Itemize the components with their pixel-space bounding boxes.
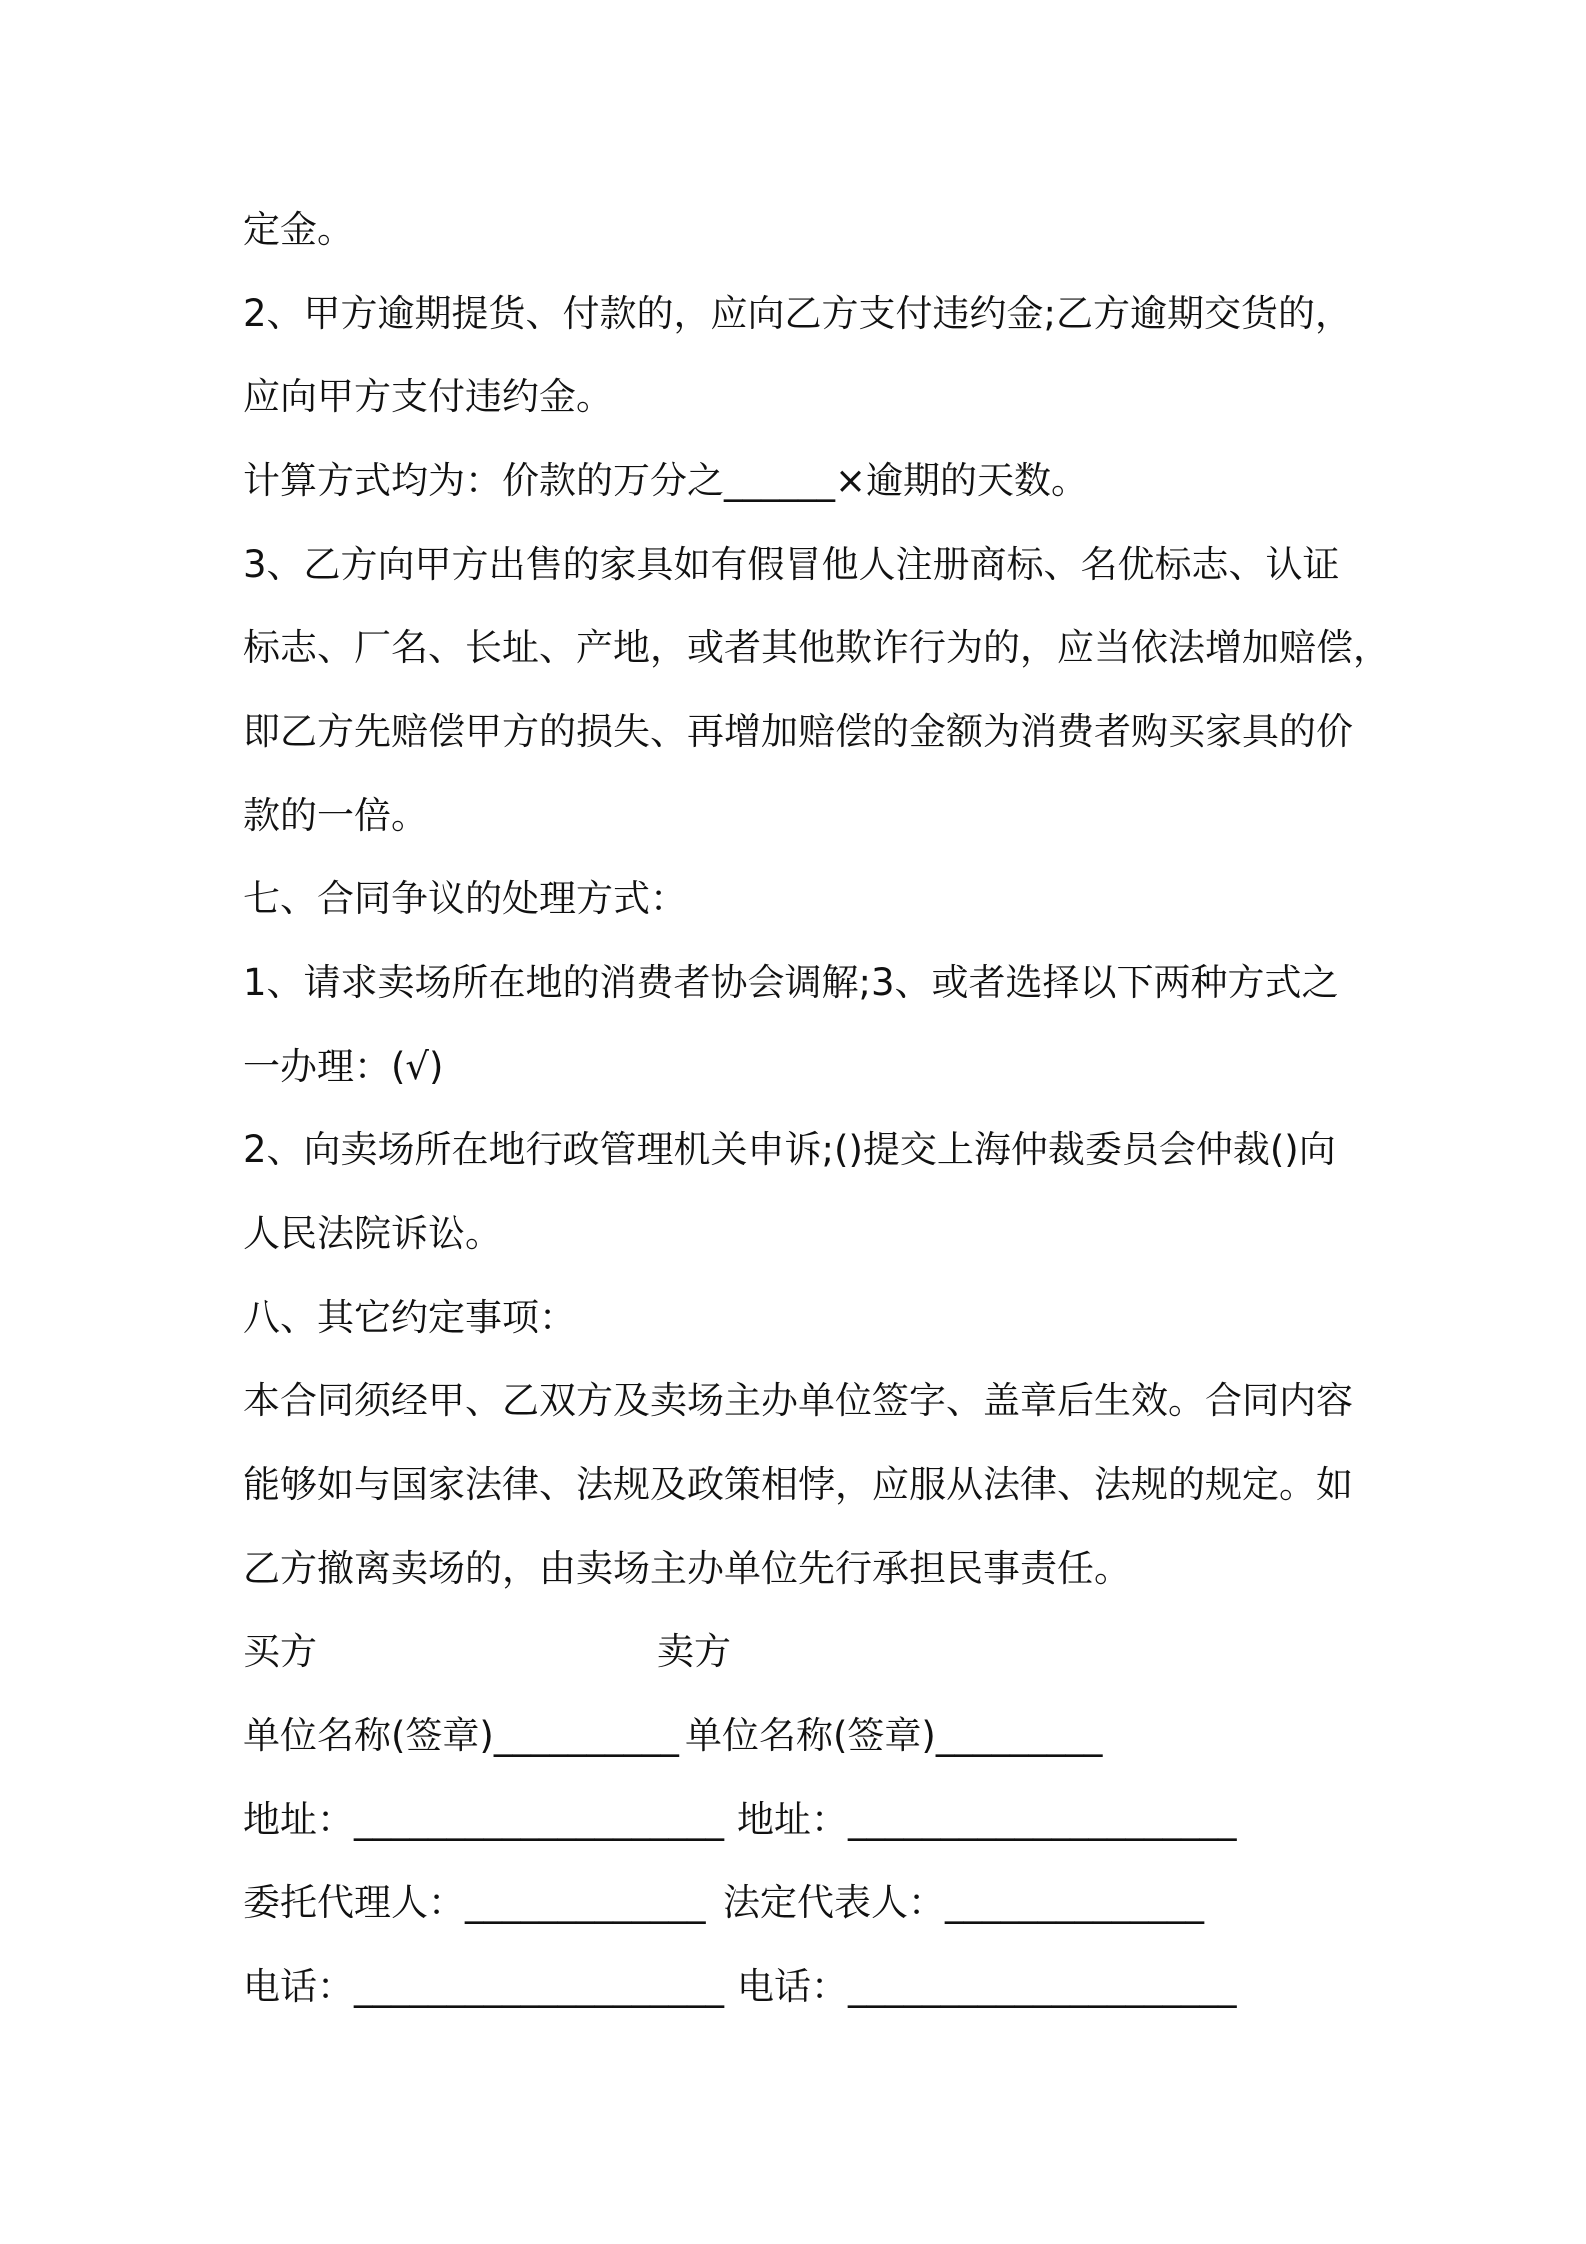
section-heading: 七、合同争议的处理方式： [243, 877, 687, 920]
buyer-agent-field: 委托代理人：_____________ [243, 1881, 706, 1924]
seller-label: 卖方 [657, 1630, 731, 1673]
text-line: 定金。 [243, 208, 354, 251]
buyer-phone-field: 电话：____________________ [243, 1965, 724, 2008]
buyer-label: 买方 [243, 1630, 317, 1673]
text-line: 乙方撤离卖场的，由卖场主办单位先行承担民事责任。 [243, 1547, 1131, 1590]
signature-phone-row [243, 1962, 1237, 2012]
text-line: 本合同须经甲、乙双方及卖场主办单位签字、盖章后生效。合同内容 [243, 1379, 1353, 1422]
text-line: 标志、厂名、长址、产地，或者其他欺诈行为的，应当依法增加赔偿， [243, 626, 1390, 669]
text-line: 款的一倍。 [243, 794, 428, 837]
signature-address-row [243, 1795, 1237, 1845]
seller-address-field: 地址：_____________________ [737, 1798, 1237, 1841]
text-line: 即乙方先赔偿甲方的损失、再增加赔偿的金额为消费者购买家具的价 [243, 710, 1353, 753]
text-line: 应向甲方支付违约金。 [243, 375, 613, 418]
text-line: 计算方式均为：价款的万分之______×逾期的天数。 [243, 459, 1089, 502]
text-line: 人民法院诉讼。 [243, 1212, 502, 1255]
seller-phone-field: 电话：_____________________ [737, 1965, 1237, 2008]
buyer-unit-field: 单位名称(签章)__________ [243, 1714, 679, 1757]
text-line: 2、甲方逾期提货、付款的，应向乙方支付违约金;乙方逾期交货的， [243, 292, 1353, 335]
signature-unit-row [243, 1711, 1103, 1761]
buyer-address-field: 地址：____________________ [243, 1798, 724, 1841]
signature-party-row [243, 1627, 731, 1677]
seller-unit-field: 单位名称(签章)_________ [685, 1714, 1103, 1757]
signature-agent-row [243, 1878, 1204, 1928]
text-line: 2、向卖场所在地行政管理机关申诉;()提交上海仲裁委员会仲裁()向 [243, 1128, 1336, 1171]
text-line: 能够如与国家法律、法规及政策相悖，应服从法律、法规的规定。如 [243, 1463, 1353, 1506]
text-line: 3、乙方向甲方出售的家具如有假冒他人注册商标、名优标志、认证 [243, 543, 1340, 586]
section-heading: 八、其它约定事项： [243, 1296, 576, 1339]
seller-representative-field: 法定代表人：______________ [723, 1881, 1204, 1924]
text-line: 1、请求卖场所在地的消费者协会调解;3、或者选择以下两种方式之 [243, 961, 1339, 1004]
text-line: 一办理：(√) [243, 1045, 444, 1088]
